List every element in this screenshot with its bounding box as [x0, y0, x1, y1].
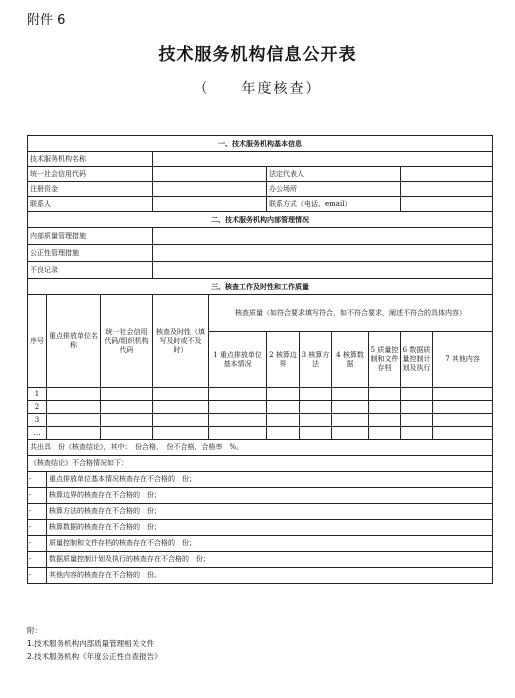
section-1-heading: 一、技术服务机构基本信息 — [28, 136, 493, 152]
cell-q7[interactable] — [433, 401, 493, 414]
cell-q2[interactable] — [267, 427, 300, 440]
fairness-measures-value[interactable] — [153, 245, 493, 262]
capital-row — [28, 182, 493, 197]
cell-q2[interactable] — [267, 414, 300, 427]
cell-unit[interactable] — [47, 388, 101, 401]
quality-header: 核查质量（如符合要求填写符合，如不符合要求，阐述不符合的具体内容） — [209, 295, 493, 332]
section-1-heading-row — [28, 136, 493, 152]
notes-item: 2.技术服务机构《年度公正性自查报告》 — [27, 652, 162, 661]
cell-unit[interactable] — [47, 427, 101, 440]
form-title: 技术服务机构信息公开表 — [158, 45, 357, 65]
quality-header-row — [28, 295, 493, 332]
row-number: 3 — [28, 414, 47, 427]
form-subtitle: （ 年度核查） — [193, 81, 322, 97]
detail-boundary: 核算边界的核查存在不合格的 份； — [47, 488, 493, 504]
cell-q2[interactable] — [267, 401, 300, 414]
detail-row — [28, 488, 493, 504]
cell-q6[interactable] — [401, 388, 433, 401]
org-name-value[interactable] — [153, 152, 493, 167]
cell-q5[interactable] — [369, 427, 401, 440]
notes-item: 1.技术服务机构内部质量管理相关文件 — [27, 639, 155, 648]
cell-q1[interactable] — [209, 401, 267, 414]
contact-method-value[interactable] — [401, 197, 493, 212]
credit-code-value[interactable] — [153, 167, 267, 182]
cell-q6[interactable] — [401, 427, 433, 440]
cell-q5[interactable] — [369, 401, 401, 414]
credit-code-row — [28, 167, 493, 182]
attachment-label: 附件 6 — [27, 13, 66, 28]
table-row — [28, 388, 493, 401]
cell-q1[interactable] — [209, 388, 267, 401]
cell-q5[interactable] — [369, 414, 401, 427]
cell-q4[interactable] — [332, 427, 369, 440]
office-label: 办公场所 — [267, 182, 401, 197]
section-2-heading-row — [28, 212, 493, 228]
cell-q3[interactable] — [300, 427, 332, 440]
bad-record-value[interactable] — [153, 262, 493, 279]
bad-record-label: 不良记录 — [28, 262, 153, 279]
cell-q7[interactable] — [433, 388, 493, 401]
detail-dash: - — [28, 536, 47, 552]
bad-record-row — [28, 262, 493, 279]
detail-dash: - — [28, 520, 47, 536]
cell-unit[interactable] — [47, 414, 101, 427]
notes-heading: 附： — [27, 626, 42, 635]
quality-measures-label: 内部质量管理措施 — [28, 228, 153, 245]
section-3-heading-row — [28, 279, 493, 295]
col-timely-header: 核查及时性（填写及时或不及时） — [153, 295, 209, 388]
detail-row — [28, 568, 493, 584]
cell-q3[interactable] — [300, 401, 332, 414]
detail-row — [28, 472, 493, 488]
sub-col-qc-archive: 5 质量控制和文件存档 — [369, 332, 401, 388]
contact-value[interactable] — [153, 197, 267, 212]
cell-q2[interactable] — [267, 388, 300, 401]
cell-code[interactable] — [101, 427, 153, 440]
sub-col-other: 7 其他内容 — [433, 332, 493, 388]
cell-q7[interactable] — [433, 414, 493, 427]
credit-code-label: 统一社会信用代码 — [28, 167, 153, 182]
fairness-measures-row — [28, 245, 493, 262]
cell-q6[interactable] — [401, 401, 433, 414]
detail-method: 核算方法的核查存在不合格的 份； — [47, 504, 493, 520]
sub-col-basic-info: 1 重点排放单位基本情况 — [209, 332, 267, 388]
cell-timely[interactable] — [153, 388, 209, 401]
cell-q4[interactable] — [332, 401, 369, 414]
summary-text: 共出具 份《核查结论》，其中： 份合格， 份不合格，合格率 %。 — [28, 440, 493, 456]
cell-code[interactable] — [101, 414, 153, 427]
detail-qc-archive: 质量控制和文件存档的核查存在不合格的 份； — [47, 536, 493, 552]
detail-dash: - — [28, 488, 47, 504]
cell-q1[interactable] — [209, 427, 267, 440]
detail-row — [28, 504, 493, 520]
capital-value[interactable] — [153, 182, 267, 197]
org-name-label: 技术服务机构名称 — [28, 152, 153, 167]
cell-code[interactable] — [101, 401, 153, 414]
cell-q5[interactable] — [369, 388, 401, 401]
col-unit-header: 重点排放单位名称 — [47, 295, 101, 388]
cell-q7[interactable] — [433, 427, 493, 440]
sub-col-data: 4 核算数据 — [332, 332, 369, 388]
col-code-header: 统一社会信用代码/组织机构代码 — [101, 295, 153, 388]
sub-col-qc-plan: 6 数据质量控制计划及执行 — [401, 332, 433, 388]
cell-code[interactable] — [101, 388, 153, 401]
detail-data: 核算数据的核查存在不合格的 份； — [47, 520, 493, 536]
info-disclosure-table — [27, 135, 493, 584]
cell-q4[interactable] — [332, 414, 369, 427]
org-name-row — [28, 152, 493, 167]
sub-col-method: 3 核算方法 — [300, 332, 332, 388]
detail-dash: - — [28, 504, 47, 520]
section-3-heading: 三、核查工作及时性和工作质量 — [28, 279, 493, 295]
attachments-notes — [27, 624, 162, 663]
detail-intro-row — [28, 456, 493, 472]
legal-rep-value[interactable] — [401, 167, 493, 182]
cell-q3[interactable] — [300, 388, 332, 401]
cell-q3[interactable] — [300, 414, 332, 427]
detail-row — [28, 552, 493, 568]
summary-row — [28, 440, 493, 456]
quality-measures-value[interactable] — [153, 228, 493, 245]
row-number: … — [28, 427, 47, 440]
detail-dash: - — [28, 552, 47, 568]
cell-q1[interactable] — [209, 414, 267, 427]
contact-row — [28, 197, 493, 212]
office-value[interactable] — [401, 182, 493, 197]
detail-dash: - — [28, 472, 47, 488]
row-number: 2 — [28, 401, 47, 414]
cell-timely[interactable] — [153, 427, 209, 440]
cell-unit[interactable] — [47, 401, 101, 414]
row-number: 1 — [28, 388, 47, 401]
contact-method-label: 联系方式（电话、email） — [267, 197, 401, 212]
capital-label: 注册资金 — [28, 182, 153, 197]
detail-row — [28, 536, 493, 552]
detail-basic-info: 重点排放单位基本情况核查存在不合格的 份； — [47, 472, 493, 488]
table-row — [28, 414, 493, 427]
table-row — [28, 427, 493, 440]
quality-measures-row — [28, 228, 493, 245]
detail-intro: 《核查结论》不合格情况如下： — [28, 456, 493, 472]
legal-rep-label: 法定代表人 — [267, 167, 401, 182]
detail-other: 其他内容的核查存在不合格的 份。 — [47, 568, 493, 584]
col-seq-header: 序号 — [28, 295, 47, 388]
section-2-heading: 二、技术服务机构内部管理情况 — [28, 212, 493, 228]
cell-timely[interactable] — [153, 414, 209, 427]
detail-row — [28, 520, 493, 536]
table-row — [28, 401, 493, 414]
sub-col-boundary: 2 核算边界 — [267, 332, 300, 388]
cell-timely[interactable] — [153, 401, 209, 414]
detail-dash: - — [28, 568, 47, 584]
cell-q4[interactable] — [332, 388, 369, 401]
fairness-measures-label: 公正性管理措施 — [28, 245, 153, 262]
contact-label: 联系人 — [28, 197, 153, 212]
detail-qc-plan: 数据质量控制计划及执行的核查存在不合格的 份； — [47, 552, 493, 568]
cell-q6[interactable] — [401, 414, 433, 427]
